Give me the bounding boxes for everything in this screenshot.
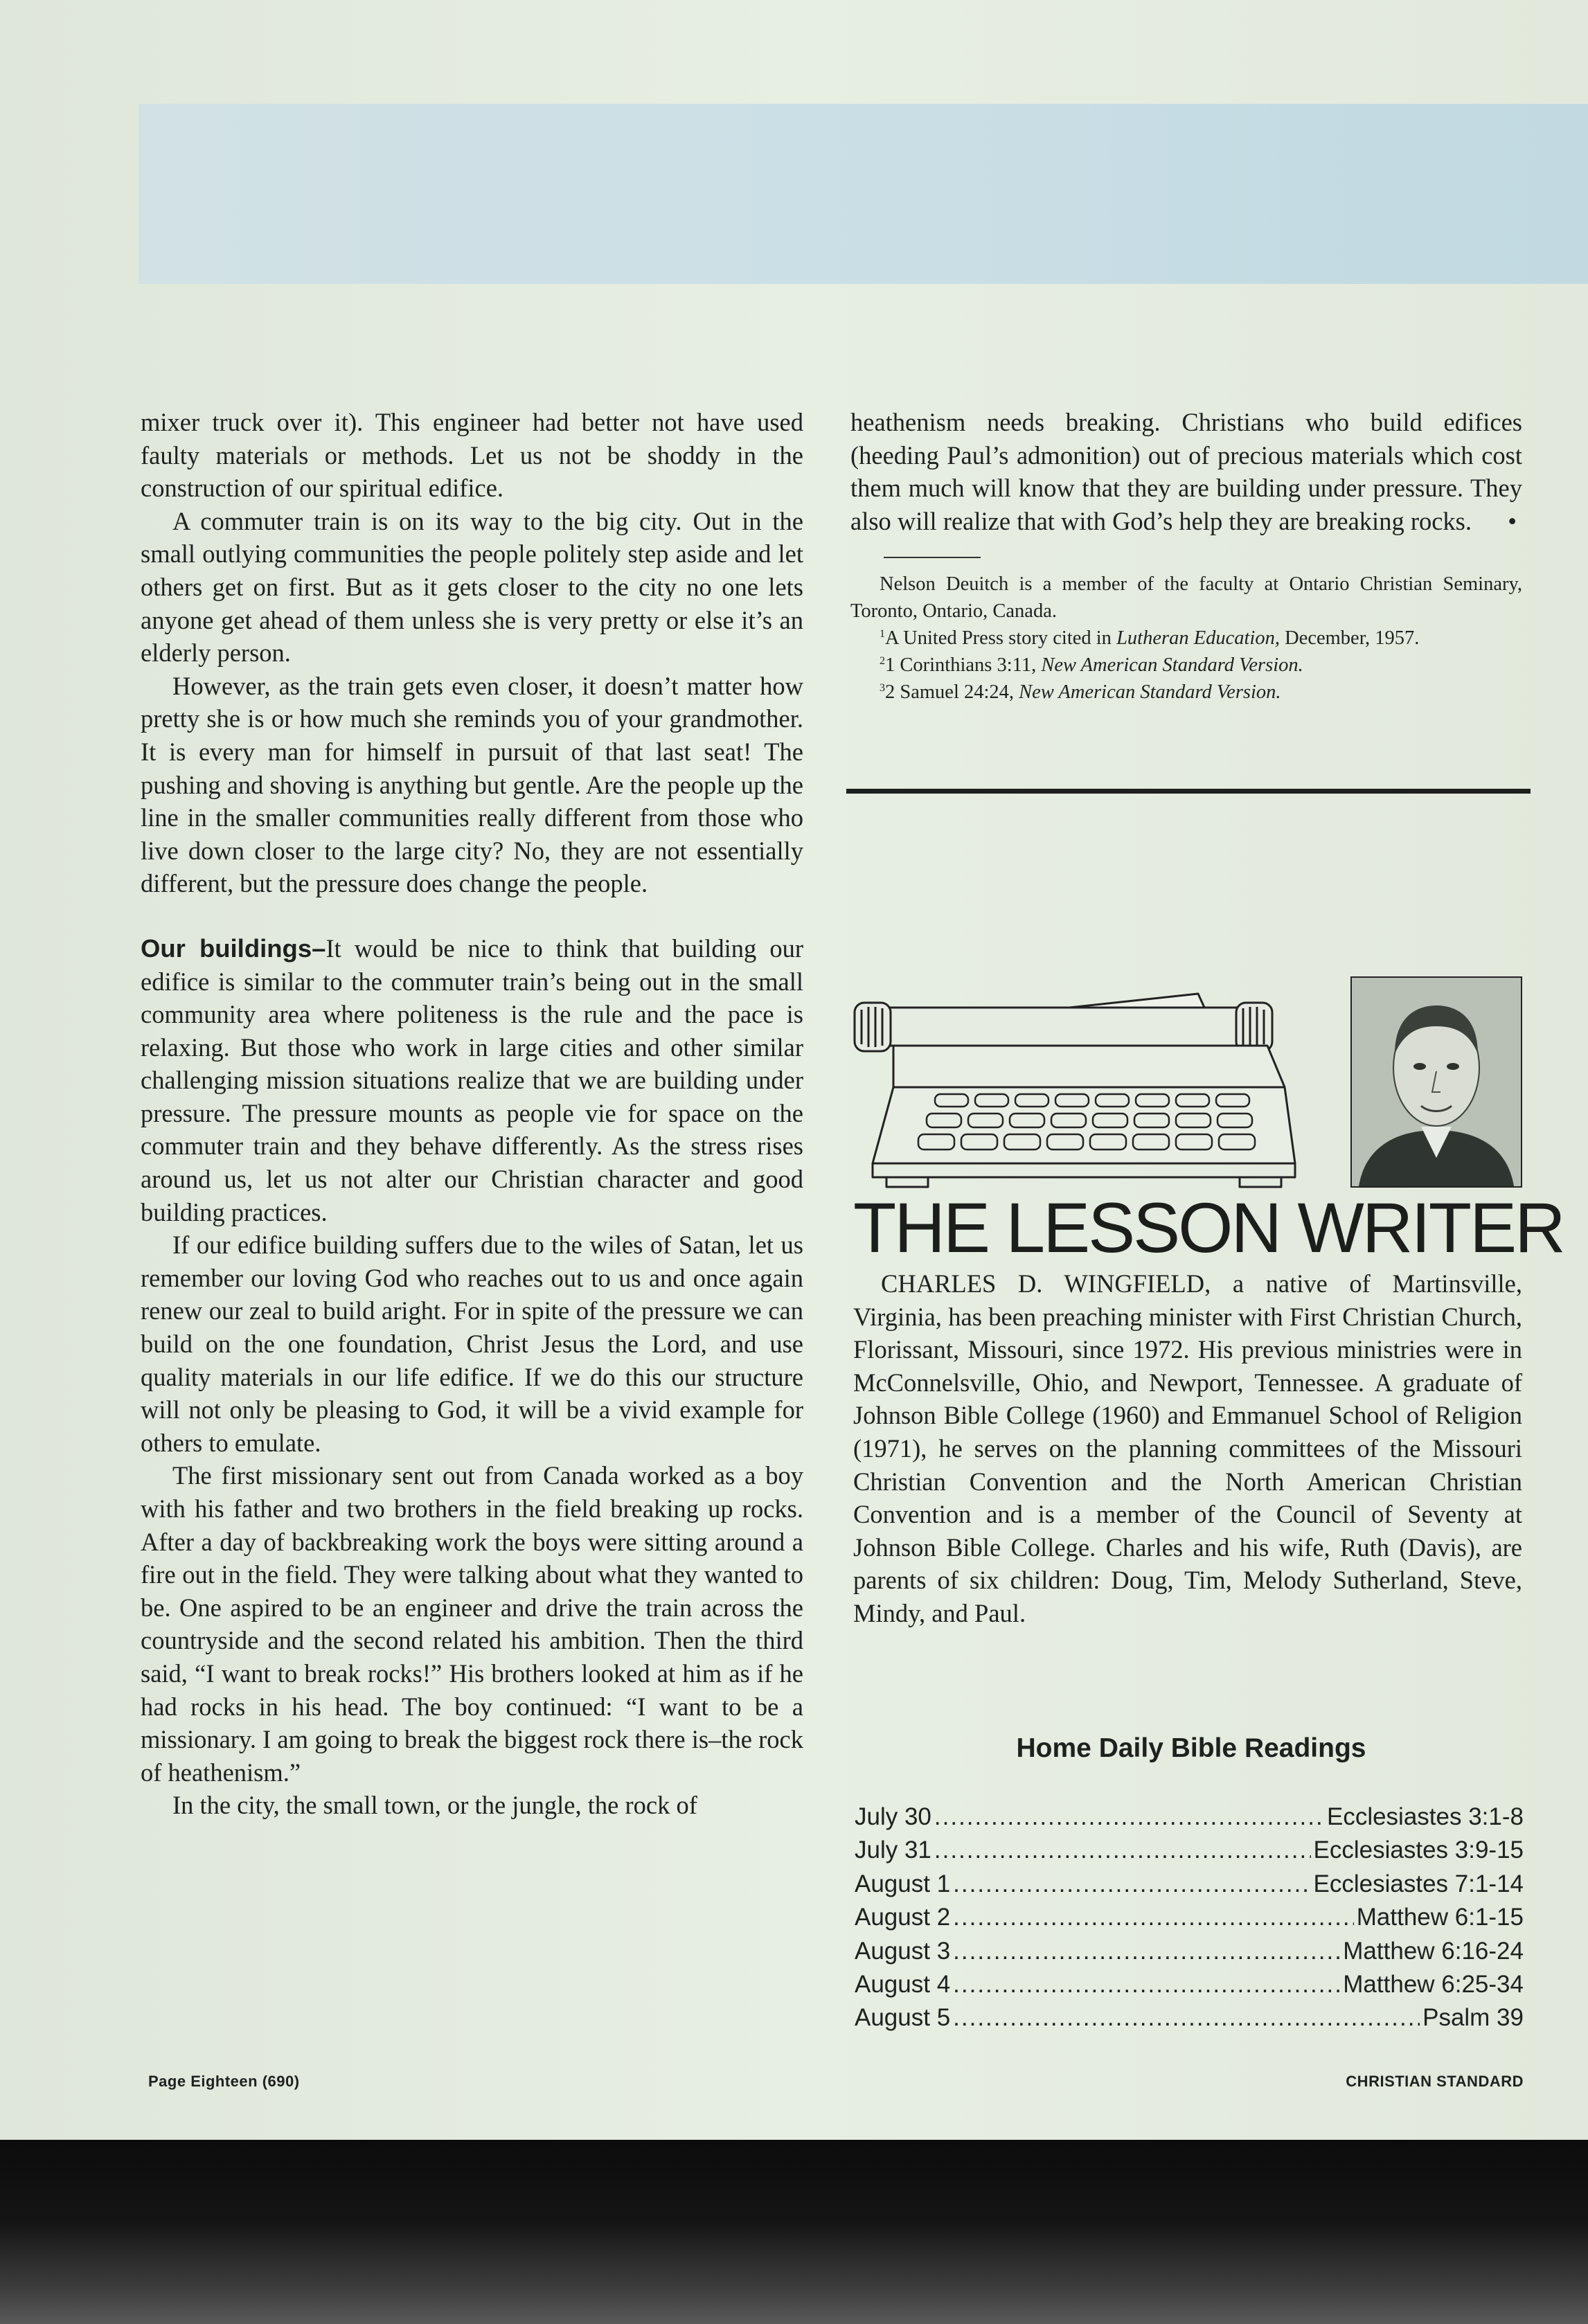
paragraph bbox=[850, 406, 1522, 537]
reading-reference: Ecclesiastes 3:9-15 bbox=[1313, 1836, 1524, 1864]
reading-row bbox=[855, 1800, 1524, 1834]
section-runin-heading: Our buildings– bbox=[141, 933, 326, 963]
leader-dots bbox=[953, 1968, 1340, 2001]
footnote-source: New American Standard Version. bbox=[1041, 654, 1303, 677]
paragraph: However, as the train gets even closer, it doesn’t matter how pretty she is or how much she reminds you of your grandmother. It is every man for himself in pursuit of that last seat! The pushing and shoving is anything but gentle. Are the people up the line in the smaller communities really different from those who live down closer to the large city? No, they are not essentially different, but the pressure does change the people. bbox=[141, 671, 803, 898]
footnote-source: New American Standard Version. bbox=[1019, 681, 1281, 704]
typewriter-icon bbox=[852, 969, 1309, 1198]
scan-background bbox=[0, 2140, 1588, 2324]
footnote bbox=[850, 679, 1522, 706]
paragraph: The first missionary sent out from Canada worked as a boy with his father and two brothers in the field breaking up rocks. After a day of backbreaking work the boys were sitting around a fire out in the field. They were talking about what they wanted to be. One aspired to be an engineer and drive the train across the countryside and the second related his ambition. Then the third said, “I want to break rocks!” His brothers looked at him as if he had rocks in his head. The boy continued: “I want to be a missionary. I am going to break the biggest rock there is–the rock of heathenism.” bbox=[141, 1461, 803, 1787]
paragraph: mixer truck over it). This engineer had better not have used faulty materials or methods. Let us not be shoddy in the construction of our spiritual edifice. bbox=[141, 408, 803, 503]
footnote-date: December, 1957. bbox=[1279, 627, 1420, 650]
footnote-number: 3 bbox=[880, 682, 885, 695]
lesson-writer-bio bbox=[853, 1267, 1522, 1630]
readings-title: Home Daily Bible Readings bbox=[1016, 1733, 1366, 1763]
reading-date: August 2 bbox=[855, 1904, 951, 1931]
lesson-writer-heading: THE LESSON WRITER bbox=[853, 1188, 1564, 1267]
paragraph-text: heathenism needs breaking. Christians who build edifices (heeding Paul’s admonition) out of precious materials which cost them much will know that they are building under pressure. They also will realize that with God’s help they are breaking rocks. bbox=[850, 408, 1522, 535]
reading-date: August 5 bbox=[855, 2004, 951, 2032]
reading-row bbox=[855, 1935, 1524, 1968]
paragraph: A commuter train is on its way to the big city. Out in the small outlying communities the people politely step aside and let others get on first. But as it gets closer to the city no one lets anyone get ahead of them unless she is very pretty or else it’s an elderly person. bbox=[141, 506, 803, 668]
paragraph-text: It would be nice to think that building our edifice is similar to the commuter train’s being out in the small community area where politeness is the rule and the pace is relaxing. But those who work in large cities and other similar challenging mission situations realize that we are building under pressure. The pressure mounts as people vie for space on the commuter train and they behave differently. As the stress rises around us, let us not alter our Christian character and good building practices. bbox=[141, 933, 803, 1226]
footnotes bbox=[850, 571, 1522, 706]
reading-reference: Matthew 6:1-15 bbox=[1356, 1904, 1524, 1931]
footnote bbox=[850, 625, 1522, 652]
reading-reference: Ecclesiastes 3:1-8 bbox=[1326, 1803, 1524, 1830]
footnote-text: 2 Samuel 24:24, bbox=[885, 681, 1019, 704]
notes-divider bbox=[884, 557, 981, 558]
leader-dots bbox=[934, 1834, 1311, 1867]
leader-dots bbox=[934, 1800, 1324, 1834]
bio-paragraph: CHARLES D. WINGFIELD, a native of Martinsville, Virginia, has been preaching minister with First Christian Church, Florissant, Missouri, since 1972. His previous ministries were in McConnelsville, Ohio, and Newport, Tennessee. A graduate of Johnson Bible College (1960) and Emmanuel School of Religion (1971), he serves on the planning committees of the Missouri Christian Convention and the North American Christian Convention and is a member of the Council of Seventy at Johnson Bible College. Charles and his wife, Ruth (Davis), are parents of six children: Doug, Tim, Melody Sutherland, Steve, Mindy, and Paul. bbox=[853, 1269, 1522, 1627]
reading-row bbox=[855, 2001, 1524, 2035]
reading-row bbox=[855, 1834, 1524, 1867]
author-note: Nelson Deuitch is a member of the faculty at Ontario Christian Seminary, Toronto, Ontario, Canada. bbox=[850, 573, 1522, 623]
reading-row bbox=[855, 1968, 1524, 2001]
header-banner bbox=[139, 104, 1588, 284]
right-column bbox=[850, 406, 1522, 706]
leader-dots bbox=[953, 1935, 1340, 1968]
footnote bbox=[850, 652, 1522, 679]
reading-reference: Matthew 6:16-24 bbox=[1343, 1937, 1524, 1965]
reading-date: July 30 bbox=[855, 1803, 931, 1830]
footnote-text: A United Press story cited in bbox=[885, 627, 1117, 650]
reading-date: July 31 bbox=[855, 1836, 931, 1864]
footnote-source: Lutheran Education, bbox=[1116, 627, 1280, 650]
reading-row bbox=[855, 1868, 1524, 1901]
leader-dots bbox=[953, 1868, 1310, 1901]
portrait-photo bbox=[1350, 976, 1522, 1188]
section-divider bbox=[846, 789, 1531, 794]
reading-reference: Psalm 39 bbox=[1422, 2004, 1524, 2032]
paragraph bbox=[141, 932, 803, 1228]
leader-dots bbox=[953, 1901, 1354, 1934]
paragraph: If our edifice building suffers due to the wiles of Satan, let us remember our loving God who reaches out to us and once again renew our zeal to build aright. For in spite of the pressure we can build on the one foundation, Christ Jesus the Lord, and use quality materials in our life edifice. If we do this our structure will not only be pleasing to God, it will be a vivid example for others to emulate. bbox=[141, 1231, 803, 1457]
reading-date: August 3 bbox=[855, 1937, 951, 1965]
end-mark: • bbox=[1508, 506, 1517, 535]
publication-name: CHRISTIAN STANDARD bbox=[1346, 2073, 1524, 2090]
footnote-text: 1 Corinthians 3:11, bbox=[885, 654, 1042, 677]
readings-list bbox=[855, 1800, 1524, 2035]
paragraph: In the city, the small town, or the jungle, the rock of bbox=[172, 1791, 697, 1820]
leader-dots bbox=[953, 2001, 1420, 2035]
page-number: Page Eighteen (690) bbox=[148, 2073, 300, 2090]
portrait-figure bbox=[1352, 978, 1521, 1186]
reading-date: August 4 bbox=[855, 1971, 951, 1999]
left-column bbox=[141, 406, 803, 1822]
footnote-number: 2 bbox=[880, 655, 885, 668]
reading-reference: Ecclesiastes 7:1-14 bbox=[1313, 1870, 1524, 1897]
reading-reference: Matthew 6:25-34 bbox=[1343, 1971, 1524, 1999]
footnote-number: 1 bbox=[880, 628, 885, 641]
reading-date: August 1 bbox=[855, 1870, 951, 1897]
reading-row bbox=[855, 1901, 1524, 1934]
